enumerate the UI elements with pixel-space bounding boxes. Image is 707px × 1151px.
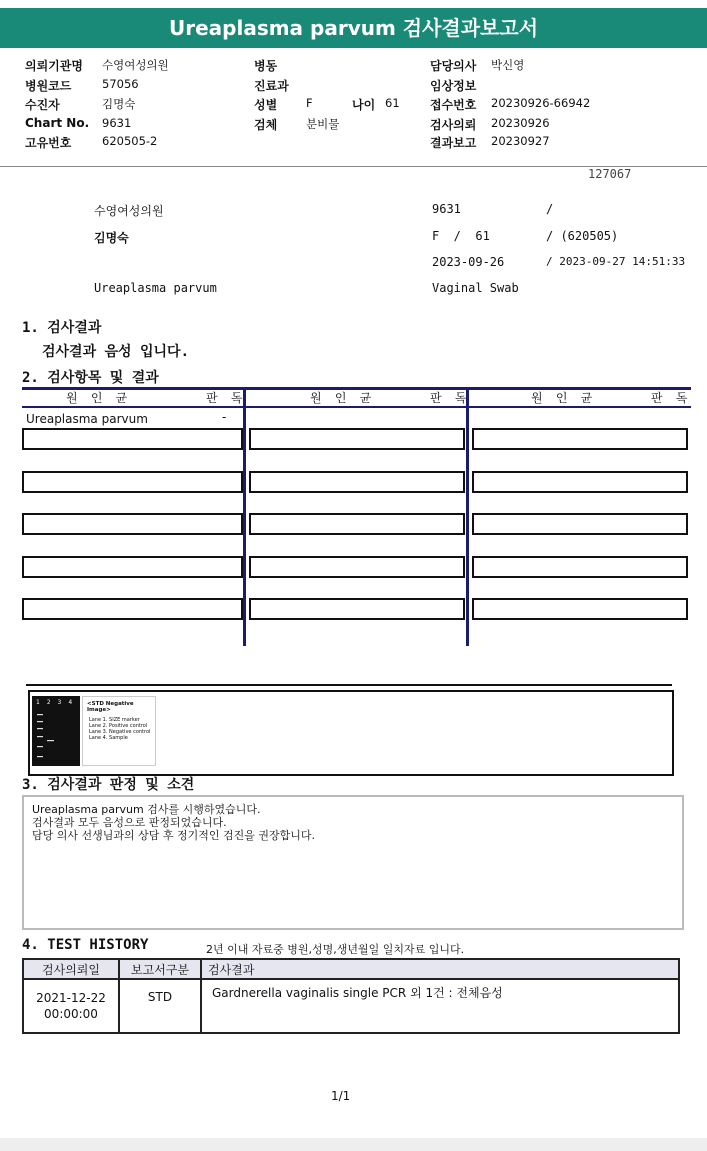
section-items-title: 2. 검사항목 및 결과 [22, 370, 159, 386]
gel-legend-line: Lane 3. Negative control [89, 729, 151, 735]
label-report-datetime: / 2023-09-27 14:51:33 [546, 255, 686, 268]
header-label: 결과보고 [430, 136, 477, 150]
result-box [472, 471, 688, 493]
header-value: 20230926-66942 [491, 96, 591, 110]
grid-header-rule [22, 406, 691, 408]
opinion-box [22, 795, 684, 930]
gel-legend-line: Lane 4. Sample [89, 735, 128, 741]
label-sex-age: F / 61 [432, 229, 490, 243]
item-result: - [222, 410, 227, 424]
header-label: 담당의사 [430, 59, 477, 73]
header-label: 검사의뢰 [430, 118, 477, 132]
header-value: 분비물 [306, 117, 340, 131]
result-box [22, 428, 243, 450]
gel-bands [32, 696, 80, 766]
gel-legend-line: Lane 2. Positive control [89, 723, 148, 729]
header-label: 의뢰기관명 [25, 59, 83, 73]
history-header-result: 검사결과 [201, 959, 679, 979]
header-label: 나이 [352, 98, 376, 112]
label-slash: / [546, 202, 554, 216]
col-header-result: 판 독 [206, 391, 246, 405]
header-value: F [306, 96, 313, 110]
history-cell-date [23, 979, 119, 1033]
col-header-pathogen: 원 인 균 [531, 391, 596, 405]
footer-bar [0, 1138, 707, 1151]
history-table [22, 958, 680, 1034]
result-box [249, 598, 465, 620]
table-row [23, 979, 679, 1033]
gel-legend-line: Lane 1. SIZE marker [89, 717, 140, 723]
header-label: 병동 [254, 59, 278, 73]
opinion-line: Ureaplasma parvum 검사를 시행하였습니다. [32, 803, 261, 816]
header-label: 병원코드 [25, 79, 72, 93]
header-value: 20230926 [491, 116, 550, 130]
result-box [249, 513, 465, 535]
gel-legend [82, 696, 156, 766]
header-value: 57056 [102, 77, 139, 91]
page-number: 1/1 [331, 1089, 351, 1103]
header-label: 성별 [254, 98, 278, 112]
section-result-text: 검사결과 음성 입니다. [42, 344, 190, 360]
label-specimen: Vaginal Swab [432, 281, 519, 295]
header-value: 61 [385, 96, 400, 110]
header-value: 김명숙 [102, 97, 136, 111]
label-chart-no: 9631 [432, 202, 461, 216]
result-box [249, 428, 465, 450]
col-header-pathogen: 원 인 균 [310, 391, 375, 405]
history-note: 2년 이내 자료중 병원,성명,생년월일 일치자료 입니다. [206, 943, 465, 956]
gel-image [32, 696, 80, 766]
section-result-title: 1. 검사결과 [22, 320, 102, 336]
gel-top-rule [26, 684, 672, 686]
label-test-name: Ureaplasma parvum [94, 281, 217, 295]
label-patient-id: / (620505) [546, 229, 619, 243]
header-label: 검체 [254, 118, 278, 132]
result-box [22, 598, 243, 620]
header-value: 9631 [102, 116, 132, 130]
label-corner-number: 127067 [588, 167, 632, 181]
header-value: 20230927 [491, 134, 550, 148]
history-header-date: 검사의뢰일 [23, 959, 119, 979]
header-label: 수진자 [25, 98, 60, 112]
history-header-row [23, 959, 679, 979]
header-label: 접수번호 [430, 98, 477, 112]
label-patient-name: 김명숙 [94, 231, 129, 245]
grid-column-divider [466, 387, 469, 646]
section-history-title: 4. TEST HISTORY [22, 937, 149, 953]
result-box [472, 598, 688, 620]
col-header-result: 판 독 [430, 391, 470, 405]
result-box [249, 556, 465, 578]
header-value: 620505-2 [102, 134, 158, 148]
header-label: 고유번호 [25, 136, 72, 150]
result-box [249, 471, 465, 493]
label-request-date: 2023-09-26 [432, 255, 505, 269]
header-value: 박신영 [491, 58, 525, 72]
history-cell-type: STD [119, 979, 201, 1033]
result-box [472, 513, 688, 535]
result-box [22, 513, 243, 535]
header-label: 임상정보 [430, 79, 477, 93]
grid-column-divider [243, 387, 246, 646]
col-header-pathogen: 원 인 균 [66, 391, 131, 405]
label-hospital: 수영여성의원 [94, 204, 164, 218]
gel-legend-title: <STD Negative Image> [87, 701, 134, 713]
history-cell-result: Gardnerella vaginalis single PCR 외 1건 : 전체음성 [201, 979, 679, 1033]
header-label: Chart No. [25, 116, 90, 130]
header-label: 진료과 [254, 79, 289, 93]
result-box [22, 556, 243, 578]
opinion-line: 검사결과 모두 음성으로 판정되었습니다. [32, 816, 227, 829]
header-value: 수영여성의원 [102, 58, 169, 72]
report-title: Ureaplasma parvum 검사결과보고서 [0, 8, 707, 48]
result-box [22, 471, 243, 493]
section-opinion-title: 3. 검사결과 판정 및 소견 [22, 777, 195, 793]
col-header-result: 판 독 [651, 391, 691, 405]
opinion-line: 담당 의사 선생님과의 상담 후 정기적인 검진을 권장합니다. [32, 829, 315, 842]
result-box [472, 556, 688, 578]
history-header-type: 보고서구분 [119, 959, 201, 979]
item-pathogen-name: Ureaplasma parvum [26, 412, 148, 426]
history-time: 00:00:00 [44, 1007, 98, 1021]
history-date: 2021-12-22 [36, 991, 106, 1005]
gel-lane-numbers: 1 2 3 4 [36, 699, 73, 706]
result-box [472, 428, 688, 450]
